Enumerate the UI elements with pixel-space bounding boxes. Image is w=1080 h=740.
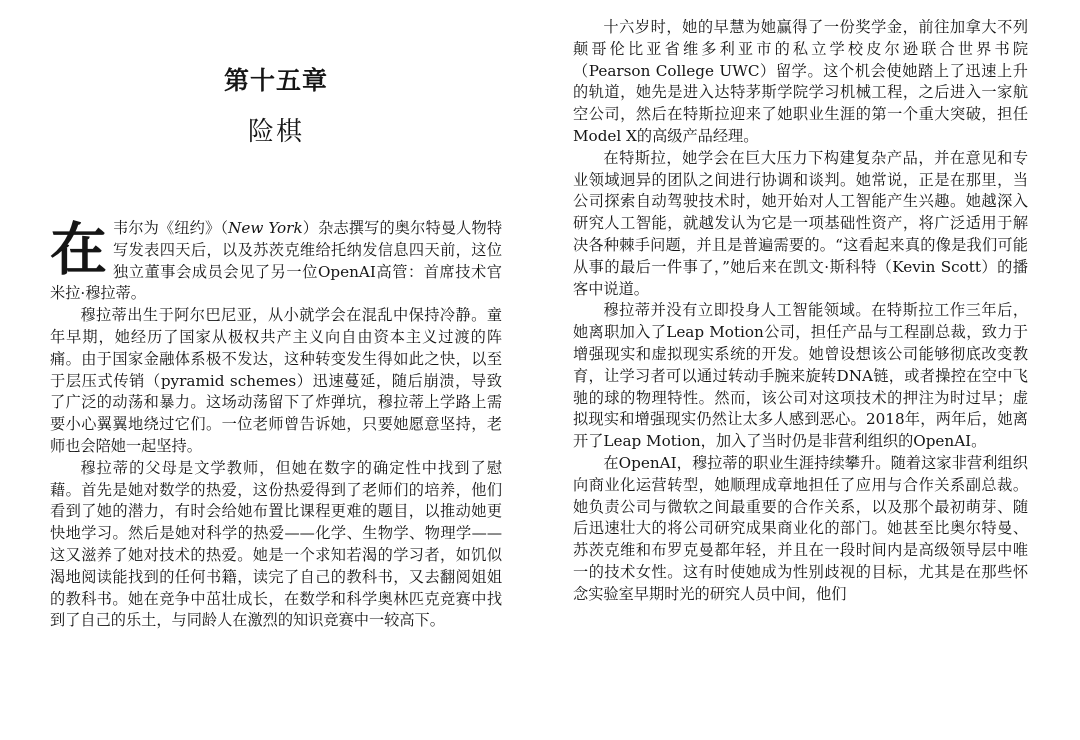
- paragraph: 在OpenAI，穆拉蒂的职业生涯持续攀升。随着这家非营利组织向商业化运营转型，她顺理成章地担任了应用与合作关系副总裁。她负责公司与微软之间最重要的合作关系，以及那个最初萌芽、随后迅速壮大的将公司研究成果商业化的部门。她甚至比奥尔特曼、苏茨克维和布罗克曼都年轻，并且在一段时间内是高级领导层中唯一的技术女性。这有时使她成为性别歧视的目标，尤其是在那些怀念实验室早期时光的研究人员中间，他们: [573, 453, 1028, 603]
- chapter-title: 险棋: [247, 117, 304, 147]
- paragraph: 穆拉蒂出生于阿尔巴尼亚，从小就学会在混乱中保持冷静。童年早期，她经历了国家从极权共产主义向自由资本主义过渡的阵痛。由于国家金融体系极不发达，这种转变发生得如此之快，以至于层压式传销（pyramid schemes）迅速蔓延，随后崩溃，导致了广泛的动荡和暴力。这场动荡留下了炸弹坑，穆拉蒂上学路上需要小心翼翼地绕过它们。一位老师曾告诉她，只要她愿意坚持，老师也会陪她一起坚持。: [50, 306, 502, 455]
- drop-cap: 在: [50, 216, 107, 283]
- paragraph: 在特斯拉，她学会在巨大压力下构建复杂产品，并在意见和专业领域迥异的团队之间进行协调和谈判。她常说，正是在那里，当公司探索自动驾驶技术时，她开始对人工智能产生兴趣。她越深入研究人工智能，就越发认为它是一项基础性资产，将广泛适用于解决各种棘手问题，并且是普遍需要的。“这看起来真的像是我们可能从事的最后一件事了，”她后来在凯文·斯科特（Kevin Scott）的播客中说道。: [573, 148, 1028, 298]
- paragraph-text: 韦尔为《纽约》（: [113, 219, 229, 237]
- paragraph: 十六岁时，她的早慧为她赢得了一份奖学金，前往加拿大不列颠哥伦比亚省维多利亚市的私立学校皮尔逊联合世界书院（Pearson College UWC）留学。这个机会使她踏上了迅速上升的轨道，她先是进入达特茅斯学院学习机械工程，之后进入一家航空公司，然后在特斯拉迎来了她职业生涯的第一个重大突破，担任Model X的高级产品经理。: [573, 18, 1028, 145]
- right-body-text: [573, 17, 1028, 606]
- paragraph: 穆拉蒂的父母是文学教师，但她在数字的确定性中找到了慰藉。首先是她对数学的热爱，这份热爱得到了老师们的培养，他们看到了她的潜力，有时会给她布置比课程更难的题目，以推动她更快地学习。然后是她对科学的热爱——化学、生物学、物理学——这又滋养了她对技术的热爱。她是一个求知若渴的学习者，如饥似渴地阅读能找到的任何书籍，读完了自己的教科书，又去翻阅姐姐的教科书。她在竞争中茁壮成长，在数学和科学奥林匹克竞赛中找到了自己的乐土，与同龄人在激烈的知识竞赛中一较高下。: [50, 458, 502, 630]
- chapter-header: [50, 0, 502, 160]
- magazine-title-italic: New York: [228, 219, 303, 237]
- chapter-number: 第十五章: [223, 66, 328, 95]
- paragraph: [50, 218, 502, 305]
- paragraph-text: ）杂志撰写的奥尔特曼人物特写发表四天后，以及苏茨克维给托纳发信息四天前，这位独立董事会成员会见了另一位OpenAI高管：首席技术官米拉·穆拉蒂。: [50, 219, 503, 303]
- right-page: [573, 0, 1028, 740]
- left-body-text: [50, 218, 502, 632]
- paragraph: 穆拉蒂并没有立即投身人工智能领域。在特斯拉工作三年后，她离职加入了Leap Motion公司，担任产品与工程副总裁，致力于增强现实和虚拟现实系统的开发。她曾设想该公司能够彻底改变教育，让学习者可以通过转动手腕来旋转DNA链，或者操控在空中飞驰的球的物理特性。然而，该公司对这项技术的押注为时过早；虚拟现实和增强现实仍然让太多人感到恶心。2018年，两年后，她离开了Leap Motion，加入了当时仍是非营利组织的OpenAI。: [573, 301, 1028, 451]
- left-page: [50, 0, 502, 740]
